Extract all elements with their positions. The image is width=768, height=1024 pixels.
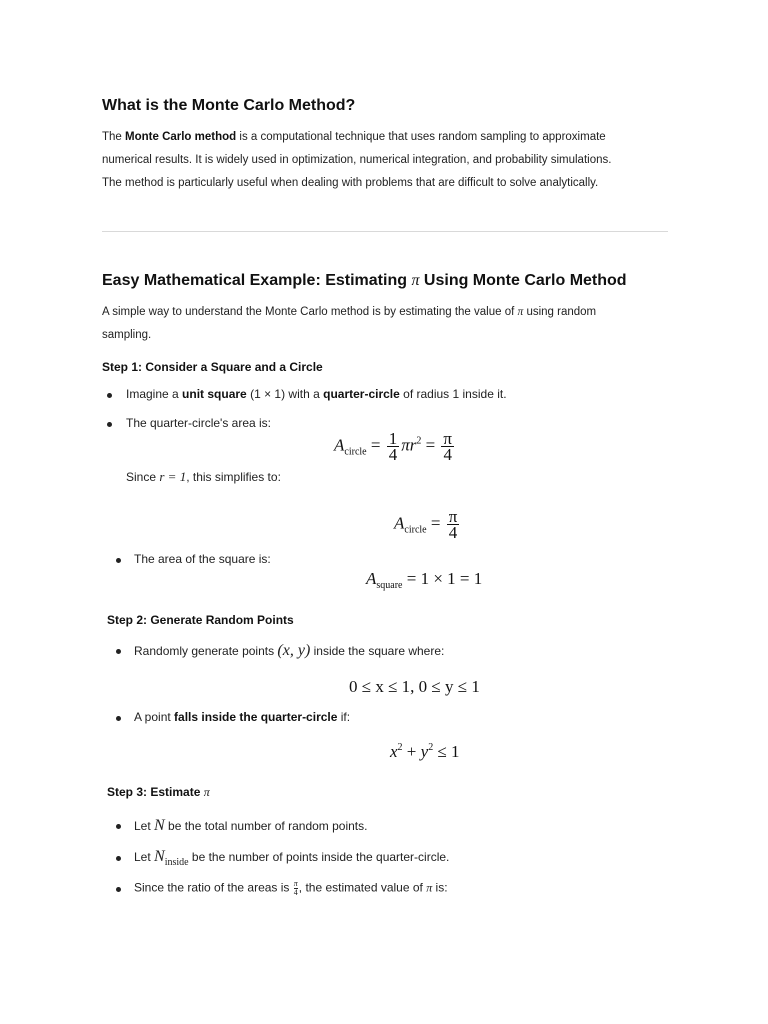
- bullet-dot: [116, 558, 121, 563]
- fraction-denominator: 4: [388, 445, 398, 464]
- fraction-numerator: π: [448, 507, 458, 526]
- step-3-title: [107, 785, 210, 800]
- eq-fraction: [387, 431, 400, 462]
- bullet-text: of radius 1 inside it.: [399, 387, 507, 401]
- eq-fraction: [441, 431, 454, 462]
- bullet-text: be the total number of random points.: [164, 819, 368, 833]
- bullet-bold-text: falls inside the quarter-circle: [174, 710, 338, 724]
- bullet-text: Let: [134, 819, 155, 833]
- eq-rest: ≤ 1: [433, 742, 460, 761]
- step-1-title: Step 1: Consider a Square and a Circle: [102, 360, 323, 374]
- heading-text-post: Using Monte Carlo Method: [419, 272, 627, 289]
- since-text-post: , this simplifies to:: [186, 470, 281, 484]
- example-intro-paragraph: [102, 301, 596, 347]
- para-line-1: [102, 126, 611, 149]
- equation-point-bounds: 0 ≤ x ≤ 1, 0 ≤ y ≤ 1: [349, 677, 480, 696]
- heading-text-pre: Easy Mathematical Example: Estimating: [102, 272, 412, 289]
- eq-pi-r: πr: [401, 435, 417, 455]
- intro-pi-symbol: π: [517, 306, 524, 318]
- eq-lhs-subscript: square: [376, 580, 403, 591]
- eq-equals: =: [426, 513, 445, 533]
- para-line-1-rest: is a computational technique that uses random sampling to approximate: [236, 131, 606, 143]
- step-3-bullet-1: [134, 817, 367, 835]
- bullet-dot: [116, 824, 121, 829]
- eq-plus: +: [402, 742, 421, 761]
- intro-line-1-post: using random: [523, 306, 597, 318]
- bullet-text: Randomly generate points: [134, 644, 278, 658]
- fraction-numerator: 1: [388, 429, 398, 448]
- eq-lhs-subscript: circle: [404, 524, 427, 536]
- fraction-denominator: 4: [448, 523, 458, 542]
- section-heading-monte-carlo: What is the Monte Carlo Method?: [102, 97, 356, 114]
- para-line-2: numerical results. It is widely used in optimization, numerical integration, and probability simulations.: [102, 154, 612, 166]
- bullet-text: be the number of points inside the quarter-circle.: [188, 850, 450, 864]
- bullet-text: A point: [134, 710, 175, 724]
- bullet-dot: [116, 716, 121, 721]
- fraction-denominator: 4: [443, 445, 452, 464]
- bullet-text: Let: [134, 850, 155, 864]
- bullet-pi-symbol: π: [426, 880, 433, 895]
- equation-square-area: [366, 569, 482, 591]
- step-3-bullet-2: [134, 848, 449, 868]
- bullet-dot: [116, 887, 121, 892]
- bullet-bold-text: unit square: [182, 387, 247, 401]
- step-3-title-pi: π: [203, 785, 210, 799]
- fraction-numerator: π: [443, 429, 453, 448]
- fraction-denominator: 4: [293, 888, 298, 897]
- bullet-text: is:: [432, 880, 448, 895]
- bullet-bold-text: quarter-circle: [323, 387, 400, 401]
- para-line-3: The method is particularly useful when dealing with problems that are difficult to solve analytically.: [102, 177, 599, 189]
- step-1-bullet-1: [126, 387, 507, 401]
- bullet-text: if:: [337, 710, 351, 724]
- equation-circle-area: [334, 431, 456, 462]
- section-heading-example: [102, 272, 627, 290]
- eq-exponent: 2: [397, 742, 403, 753]
- eq-lhs: A: [366, 569, 377, 588]
- bullet-math-subscript: inside: [164, 857, 189, 868]
- intro-line-2: sampling.: [102, 329, 152, 341]
- eq-lhs: A: [334, 435, 345, 455]
- para-lead: The: [102, 131, 126, 143]
- bullet-text: , the estimated value of: [298, 880, 427, 895]
- bullet-text: (1 × 1) with a: [246, 387, 324, 401]
- bullet-dot: [116, 856, 121, 861]
- step-2-bullet-2: [134, 710, 350, 724]
- equation-circle-simplified: [394, 509, 461, 540]
- heading-pi-symbol: π: [411, 272, 420, 289]
- eq-exponent: 2: [416, 435, 422, 447]
- since-r-equals-1-text: [126, 469, 281, 485]
- eq-x: x: [390, 742, 398, 761]
- step-1-bullet-2: The quarter-circle's area is:: [126, 416, 272, 430]
- bullet-dot: [107, 393, 112, 398]
- intro-line-1-pre: A simple way to understand the Monte Carlo method is by estimating the value of: [102, 306, 518, 318]
- para-bold-term: Monte Carlo method: [125, 131, 237, 143]
- eq-y: y: [420, 742, 429, 761]
- step-1-bullet-3: The area of the square is:: [134, 552, 271, 566]
- inline-fraction: [294, 880, 298, 897]
- since-text-pre: Since: [126, 470, 160, 484]
- bullet-dot: [116, 649, 121, 654]
- since-math: r = 1: [159, 469, 187, 484]
- bullet-text: inside the square where:: [310, 644, 445, 658]
- step-3-bullet-3: [134, 880, 448, 897]
- eq-equals: =: [366, 435, 385, 455]
- eq-fraction: [447, 509, 460, 540]
- eq-lhs-subscript: circle: [344, 446, 367, 458]
- bullet-math-n: N: [154, 848, 165, 865]
- bullet-text: Imagine a: [126, 387, 183, 401]
- step-3-title-text: Step 3: Estimate: [107, 785, 204, 799]
- bullet-math-xy: (x, y): [277, 642, 311, 659]
- monte-carlo-intro-paragraph: [102, 126, 611, 195]
- equation-inside-condition: [390, 742, 460, 762]
- fraction-numerator: π: [293, 879, 298, 888]
- bullet-text: Since the ratio of the areas is: [134, 880, 293, 895]
- eq-equals: =: [421, 435, 440, 455]
- divider: [102, 231, 668, 232]
- step-2-bullet-1: [134, 642, 444, 660]
- eq-exponent: 2: [428, 742, 434, 753]
- step-2-title: Step 2: Generate Random Points: [107, 613, 294, 627]
- eq-lhs: A: [394, 513, 405, 533]
- bullet-dot: [107, 422, 112, 427]
- bullet-math-n: N: [154, 817, 165, 834]
- intro-line-1: [102, 301, 596, 324]
- eq-rhs: = 1 × 1 = 1: [402, 569, 483, 588]
